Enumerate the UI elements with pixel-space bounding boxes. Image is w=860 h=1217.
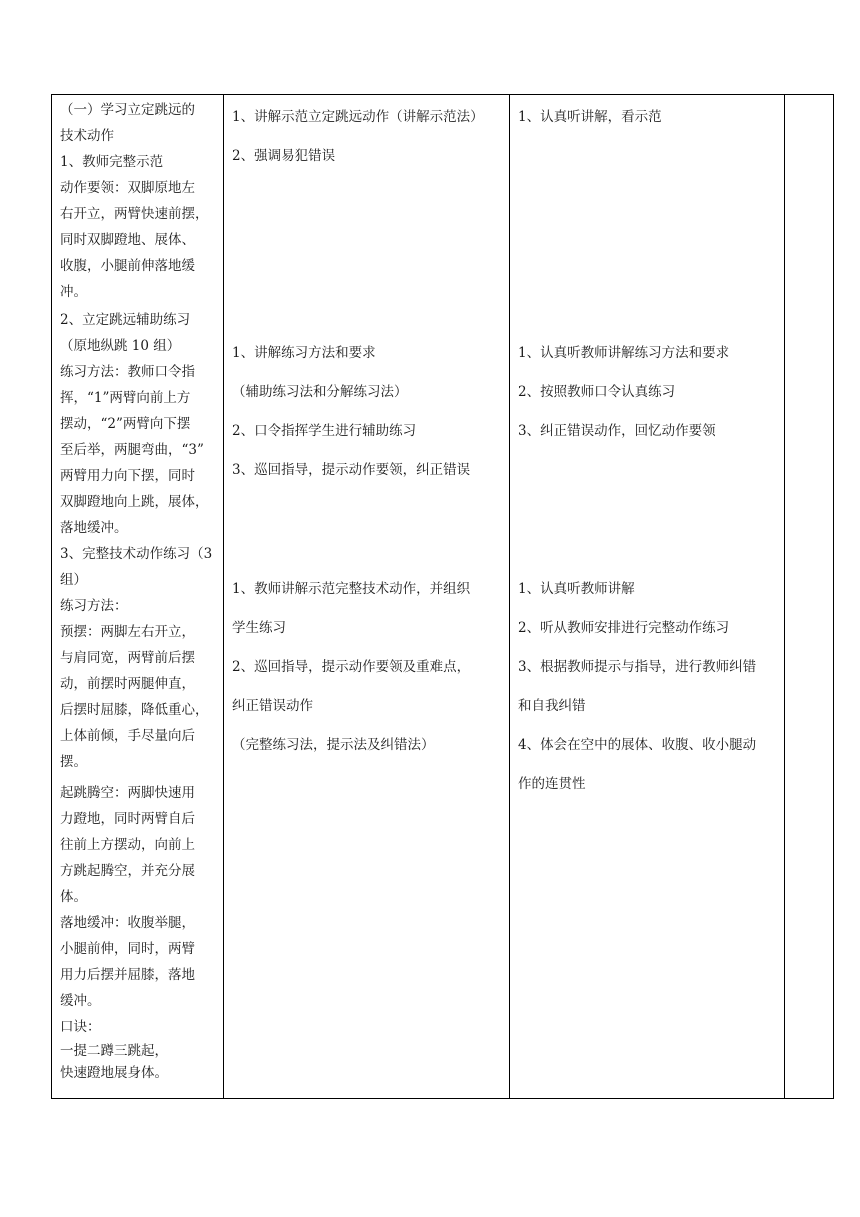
text-line: 3、纠正错误动作，回忆动作要领	[518, 423, 716, 439]
text-line: 快速蹬地展身体。	[60, 1065, 168, 1081]
text-line: 挥，“1”两臂向前上方	[60, 390, 191, 406]
text-line: 力蹬地，同时两臂自后	[60, 811, 195, 827]
text-line: 方跳起腾空，并充分展	[60, 863, 195, 879]
text-line: 4、体会在空中的展体、收腹、收小腿动	[518, 737, 757, 753]
text-line: 技术动作	[60, 128, 114, 144]
student-activity-cell	[510, 95, 785, 1099]
text-line: 动作要领：双脚原地左	[60, 180, 195, 196]
text-line: 落地缓冲：收腹举腿，	[60, 915, 195, 931]
text-line: 上体前倾，手尽量向后	[60, 728, 195, 744]
text-line: 2、按照教师口令认真练习	[518, 384, 676, 400]
text-line: 收腹，小腿前伸落地缓	[60, 258, 195, 274]
text-line: 1、教师讲解示范完整技术动作，并组织	[232, 581, 471, 597]
text-line: 1、教师完整示范	[60, 154, 164, 170]
text-line: 3、巡回指导，提示动作要领，纠正错误	[232, 462, 471, 478]
text-line: 预摆：两脚左右开立，	[60, 624, 195, 640]
notes-cell	[785, 95, 834, 1099]
text-line: 后摆时屈膝，降低重心，	[60, 702, 209, 718]
text-line: 纠正错误动作	[232, 698, 313, 714]
student-activity-column	[510, 95, 784, 1098]
text-line: 2、强调易犯错误	[232, 148, 336, 164]
text-line: 2、立定跳远辅助练习	[60, 312, 191, 328]
text-line: 至后举，两腿弯曲，“3”	[60, 442, 204, 458]
text-line: 1、讲解练习方法和要求	[232, 345, 376, 361]
teacher-activity-column	[224, 95, 509, 1098]
text-line: 摆动，“2”两臂向下摆	[60, 416, 191, 432]
text-line: 2、听从教师安排进行完整动作练习	[518, 620, 730, 636]
text-line: 1、认真听讲解，看示范	[518, 109, 662, 125]
text-line: 作的连贯性	[518, 776, 586, 792]
text-line: 缓冲。	[60, 993, 101, 1009]
text-line: 冲。	[60, 284, 87, 300]
text-line: 3、完整技术动作练习（3	[60, 546, 213, 562]
text-line: 1、讲解示范立定跳远动作（讲解示范法）	[232, 109, 484, 125]
text-line: 一提二蹲三跳起，	[60, 1043, 168, 1059]
text-line: 动，前摆时两腿伸直，	[60, 676, 195, 692]
text-line: 两臂用力向下摆，同时	[60, 468, 195, 484]
lesson-plan-table	[51, 94, 834, 1099]
teacher-activity-cell	[224, 95, 510, 1099]
text-line: 组）	[60, 572, 87, 588]
text-line: 双脚蹬地向上跳，展体，	[60, 494, 209, 510]
text-line: 右开立，两臂快速前摆，	[60, 206, 209, 222]
text-line: 落地缓冲。	[60, 520, 128, 536]
text-line: 与肩同宽，两臂前后摆	[60, 650, 195, 666]
table-row	[52, 95, 834, 1099]
text-line: 练习方法：教师口令指	[60, 364, 195, 380]
text-line: 往前上方摆动，向前上	[60, 837, 195, 853]
text-line: 小腿前伸，同时，两臂	[60, 941, 195, 957]
notes-column	[785, 95, 833, 1098]
text-line: 口诀：	[60, 1019, 101, 1035]
text-line: 1、认真听教师讲解练习方法和要求	[518, 345, 730, 361]
text-line: （一）学习立定跳远的	[60, 102, 195, 118]
text-line: 3、根据教师提示与指导，进行教师纠错	[518, 659, 757, 675]
text-line: 同时双脚蹬地、展体、	[60, 232, 195, 248]
content-cell	[52, 95, 224, 1099]
text-line: 摆。	[60, 754, 87, 770]
text-line: 1、认真听教师讲解	[518, 581, 635, 597]
text-line: （完整练习法，提示法及纠错法）	[232, 737, 435, 753]
text-line: 练习方法：	[60, 598, 128, 614]
text-line: 和自我纠错	[518, 698, 586, 714]
text-line: 用力后摆并屈膝，落地	[60, 967, 195, 983]
text-line: 2、口令指挥学生进行辅助练习	[232, 423, 417, 439]
text-line: 体。	[60, 889, 87, 905]
text-line: 2、巡回指导，提示动作要领及重难点，	[232, 659, 471, 675]
text-line: 学生练习	[232, 620, 286, 636]
text-line: 起跳腾空：两脚快速用	[60, 785, 195, 801]
text-line: （辅助练习法和分解练习法）	[232, 384, 408, 400]
text-line: （原地纵跳 10 组）	[60, 338, 181, 354]
teaching-content-column	[52, 95, 223, 1098]
